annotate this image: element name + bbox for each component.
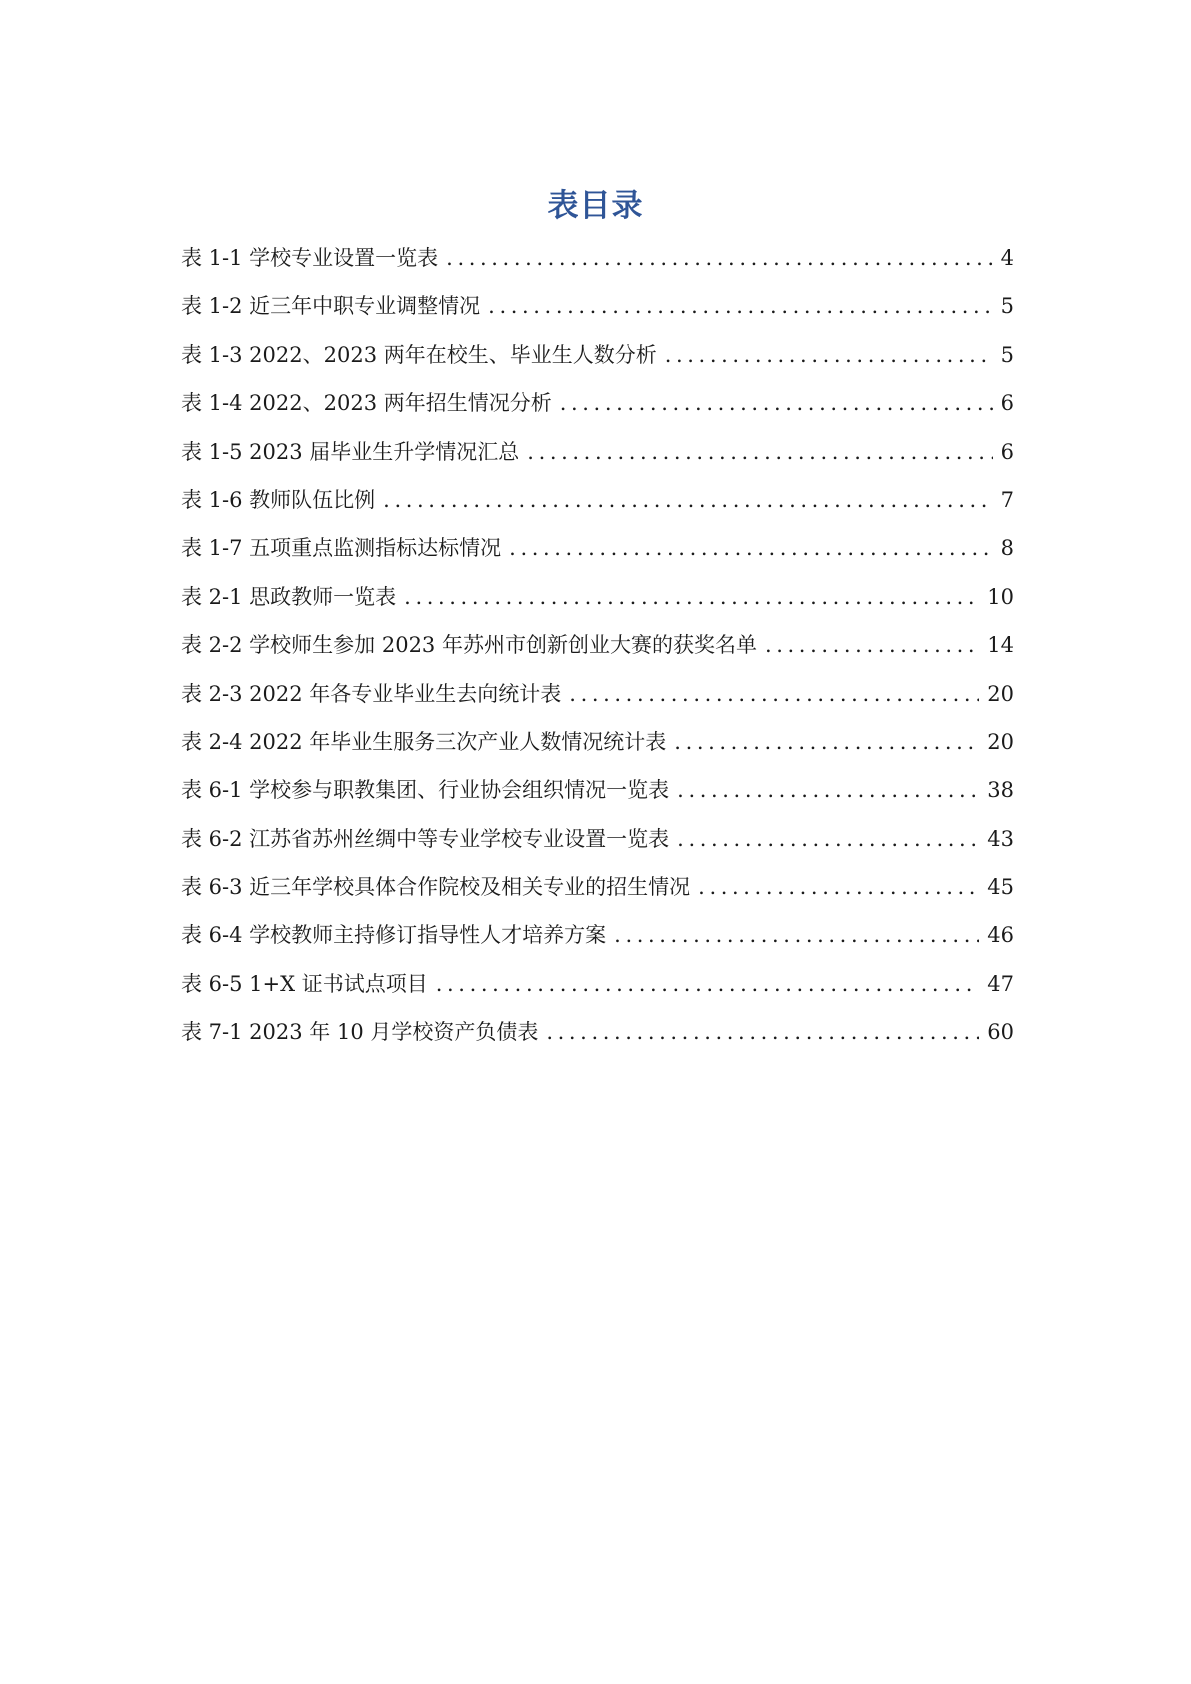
toc-entry-page: 7 [1000, 487, 1014, 512]
toc-entry-page: 38 [987, 778, 1014, 803]
toc-entry-label: 表 6-2 江苏省苏州丝绸中等专业学校专业设置一览表 [181, 826, 670, 851]
toc-entry-page: 5 [1000, 294, 1014, 319]
dot-leader [560, 388, 993, 418]
toc-entry[interactable] [181, 485, 1014, 533]
dot-leader [446, 243, 992, 273]
toc-entry[interactable] [181, 872, 1014, 920]
toc-entry-page: 6 [1000, 439, 1014, 464]
dot-leader [488, 291, 992, 321]
dot-leader [404, 582, 979, 612]
toc-entry-label: 表 1-6 教师队伍比例 [181, 487, 376, 512]
toc-entry-page: 14 [987, 633, 1014, 658]
toc-entry-page: 8 [1000, 536, 1014, 561]
toc-entry[interactable] [181, 1017, 1014, 1065]
toc-entry-label: 表 1-5 2023 届毕业生升学情况汇总 [181, 439, 520, 464]
toc-entry[interactable] [181, 630, 1014, 678]
toc-entry-label: 表 6-4 学校教师主持修订指导性人才培养方案 [181, 923, 607, 948]
toc-entry[interactable] [181, 969, 1014, 1017]
toc-entry-label: 表 1-7 五项重点监测指标达标情况 [181, 536, 502, 561]
dot-leader [436, 969, 980, 999]
toc-entry-label: 表 1-4 2022、2023 两年招生情况分析 [181, 391, 552, 416]
dot-leader [674, 727, 979, 757]
toc-entry-label: 表 1-3 2022、2023 两年在校生、毕业生人数分析 [181, 342, 657, 367]
dot-leader [527, 437, 992, 467]
dot-leader [546, 1017, 979, 1047]
dot-leader [665, 340, 993, 370]
toc-entry-page: 6 [1000, 391, 1014, 416]
toc-entry[interactable] [181, 824, 1014, 872]
toc-entry-label: 表 1-1 学校专业设置一览表 [181, 246, 439, 270]
dot-leader [677, 824, 979, 854]
toc-entry-page: 20 [987, 681, 1014, 706]
toc-entry-page: 20 [987, 729, 1014, 754]
dot-leader [383, 485, 992, 515]
toc-entry-page: 4 [1000, 246, 1014, 270]
toc-entry[interactable] [181, 437, 1014, 485]
toc-entry-page: 47 [987, 971, 1014, 996]
toc-entry-page: 10 [987, 584, 1014, 609]
toc-entry-label: 表 2-3 2022 年各专业毕业生去向统计表 [181, 681, 562, 706]
dot-leader [614, 920, 979, 950]
toc-entry[interactable] [181, 340, 1014, 388]
toc-entry-label: 表 2-1 思政教师一览表 [181, 584, 397, 609]
toc-entry[interactable] [181, 582, 1014, 630]
toc-entry-label: 表 7-1 2023 年 10 月学校资产负债表 [181, 1020, 539, 1045]
dot-leader [765, 630, 979, 660]
dot-leader [698, 872, 979, 902]
toc-entry[interactable] [181, 920, 1014, 968]
toc-entry[interactable] [181, 291, 1014, 339]
toc-entry-label: 表 6-3 近三年学校具体合作院校及相关专业的招生情况 [181, 875, 691, 900]
toc-entry[interactable] [181, 775, 1014, 823]
dot-leader [569, 679, 979, 709]
toc-entry[interactable] [181, 243, 1014, 291]
toc-entry[interactable] [181, 727, 1014, 775]
toc-entry-label: 表 2-4 2022 年毕业生服务三次产业人数情况统计表 [181, 729, 667, 754]
page-title: 表目录 [547, 188, 644, 224]
dot-leader [509, 533, 992, 563]
table-of-contents [181, 243, 1014, 1066]
toc-entry-label: 表 6-1 学校参与职教集团、行业协会组织情况一览表 [181, 778, 670, 803]
toc-entry-page: 45 [987, 875, 1014, 900]
toc-entry-label: 表 2-2 学校师生参加 2023 年苏州市创新创业大赛的获奖名单 [181, 633, 757, 658]
toc-entry[interactable] [181, 388, 1014, 436]
toc-entry-page: 5 [1000, 342, 1014, 367]
toc-entry-label: 表 6-5 1+X 证书试点项目 [181, 971, 428, 996]
toc-entry[interactable] [181, 533, 1014, 581]
toc-entry[interactable] [181, 679, 1014, 727]
toc-entry-label: 表 1-2 近三年中职专业调整情况 [181, 294, 481, 319]
toc-entry-page: 43 [987, 826, 1014, 851]
toc-entry-page: 60 [987, 1020, 1014, 1045]
dot-leader [677, 775, 979, 805]
toc-entry-page: 46 [987, 923, 1014, 948]
